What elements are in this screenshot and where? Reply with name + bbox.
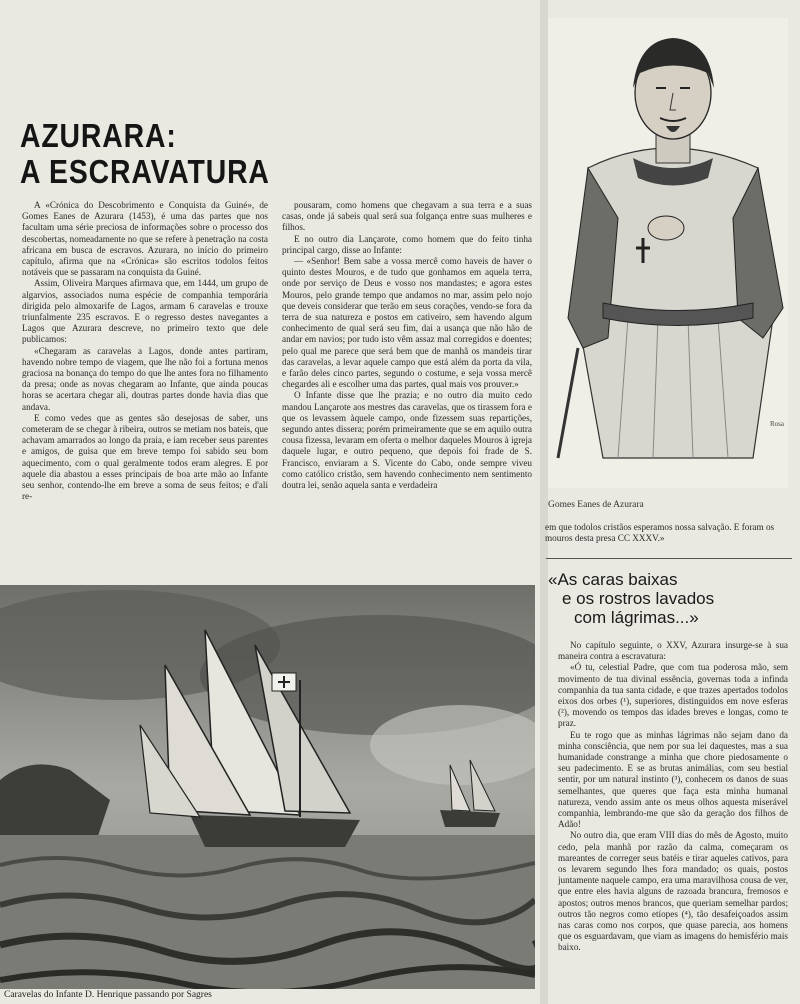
pull-quote: [548, 570, 788, 627]
column-gutter: [540, 0, 548, 1004]
portrait-drawing: [548, 18, 788, 488]
paragraph: «Ó tu, celestial Padre, que com tua poderosa mão, sem movimento de tua divinal essência, governas toda a infinda companhia da tua santa cidade, e que trazes apertados todolos eixos dos orbes (¹), superiores, distinguidos em nove esferas (²), movendo os tempos das idades breves e longas, como te praz.: [558, 662, 788, 729]
divider-rule: [546, 558, 792, 559]
portrait-illustration: [548, 18, 788, 488]
artist-signature: Rosa: [770, 420, 784, 428]
text-column-3: [558, 640, 788, 1002]
paragraph: No capítulo seguinte, o XXV, Azurara insurge-se à sua maneira contra a escravatura:: [558, 640, 788, 662]
paragraph: A «Crónica do Descobrimento e Conquista da Guiné», de Gomes Eanes de Azurara (1453), é uma das partes que nos facultam uma série preciosa de informações sobre o processo dos descobertas, nomeadamente no que se refere à penetração na costa africana em busca de escravos. Azurara, no início do primeiro capítulo, afirma que na «Crónica» são escritos todolos feitos notáveis que se passaram na conquista da Guiné.: [22, 200, 268, 278]
paragraph: pousaram, como homens que chegavam a sua terra e a suas casas, onde já sabeis qual será sua folgança entre suas mulheres e filhos.: [282, 200, 532, 233]
portrait-caption: Gomes Eanes de Azurara: [548, 500, 644, 510]
caravels-illustration: [0, 585, 535, 989]
pull-quote-line-2: e os rostros lavados: [562, 589, 715, 608]
text-column-1: [22, 200, 268, 580]
title-line-2: A ESCRAVATURA: [20, 153, 270, 190]
paragraph: E no outro dia Lançarote, como homem que do feito tinha principal cargo, disse ao Infante:: [282, 233, 532, 255]
paragraph: Assim, Oliveira Marques afirmava que, em 1444, um grupo de algarvios, associados numa espécie de companhia temporária dirigida pelo almoxarife de Lagos, armam 6 caravelas e trouxe triunfalmente 235 escravos. E o regresso destes navegantes a Lagos que Azurara descreve, no primeiro texto que dele publicamos:: [22, 278, 268, 345]
paragraph: «Chegaram as caravelas a Lagos, donde antes partiram, havendo nobre tempo de viagem, que lhe não foi a fortuna menos graciosa na bonança do tempo do que lhe antes fora no filhamento da presa; onde as novas chegaram ao Infante, que ainda poucas horas se acertara chegar ali, doutras partes donde havia dias que andava.: [22, 345, 268, 412]
caravels-drawing: [0, 585, 535, 989]
paragraph: E como vedes que as gentes são desejosas de saber, uns cometeram de se chegar à ribeira, outros se metiam nos bateis, que achavam amarrados ao longo da praia, e iam receber seus parentes e amigos, de guisa que em breve tempo foi sabido seu bom aquecimento, com o qual geralmente todos eram alegres. E por aquele dia abastou a esses principais de boa arte mão ao Infante seu senhor, contendo-lhe em breve a soma de seus feitos; e d'ali re-: [22, 412, 268, 502]
paragraph: — «Senhor! Bem sabe a vossa mercê como haveis de haver o quinto destes Mouros, e de tudo que gonhamos em aquela terra, onde por serviço de Deus e vosso nos mandastes; e agora estes Mouros, pelo grande tempo que andamos no mar, assim pelo nojo que deveis considerar que terão em seus corações, vendo-se fora da terra de sua natureza e postos em cativeiro, sem havendo algum conhecimento de qual será seu fim, dai a usança que não hão de andar em navios; por tudo isto vêm assaz mal corregidos e doentes; pelo qual me parece que será bem que de manhã os mandeis tirar das caravelas, a levar aquele campo que está além da porta da vila, e farão deles cinco partes, segundo o costume, e seja vossa mercê chegardes ali e escolher uma das partes, qual mais vos prouver.»: [282, 256, 532, 390]
pull-quote-line-1: «As caras baixas: [548, 570, 678, 589]
text-column-2: [282, 200, 532, 580]
column-continuation: em que todolos cristãos esperamos nossa salvação. E foram os mouros desta presa CC XXXV.»: [545, 522, 775, 544]
ship-caption: Caravelas do Infante D. Henrique passando por Sagres: [4, 990, 212, 1000]
article-title: [20, 118, 330, 190]
paragraph: O Infante disse que lhe prazia; e no outro dia muito cedo mandou Lançarote aos mestres das caravelas, que os tirassem fora e que os levassem àquele campo, onde fizessem suas repartições, segundo antes dissera; porém primeiramente que se em aquilo outra cousa fizessa, levaram em oferta o melhor daqueles Mouros à igreja daquele lugar, e outro pequeno, que depois foi frade de S. Francisco, enviaram a S. Vicente do Cabo, onde sempre viveu como católico cristão, sem havendo conhecimento nem sentimento doutra lei, senão aquela santa e verdadeira: [282, 390, 532, 491]
paragraph: No outro dia, que eram VIII dias do mês de Agosto, muito cedo, pela manhã por razão da calma, começaram os mareantes de correger seus batéis e tirar aqueles cativos, para os levarem segundo lhes fora mandado; os quais, postos juntamente naquele campo, era uma maravilhosa cousa de ver, que entre eles havia alguns de razoada brancura, fremosos e apostos; outros menos brancos, que queriam semelhar pardos; outros tão negros como etíopes (⁴), tão desafeiçoados assim nas caras como nos corpos, que quase parecia, aos homens que os esguardavam, que viam as imagens do hemisfério mais baixo.: [558, 830, 788, 953]
paragraph: Eu te rogo que as minhas lágrimas não sejam dano da minha consciência, que nem por sua lei daquestes, mas a sua humanidade constrange a minha que chore piedosamente o seu padecimento. E se as brutas animálias, com seu bestial sentir, por um natural instinto (³), conhecem os danos de suas semelhantes, que queres que faça esta minha humanal natureza, vendo assim ante os meus olhos aquesta miserável companhia, lembrando-me que são da geração dos filhos de Adão!: [558, 729, 788, 830]
pull-quote-line-3: com lágrimas...»: [574, 608, 699, 627]
title-line-1: AZURARA:: [20, 117, 177, 154]
